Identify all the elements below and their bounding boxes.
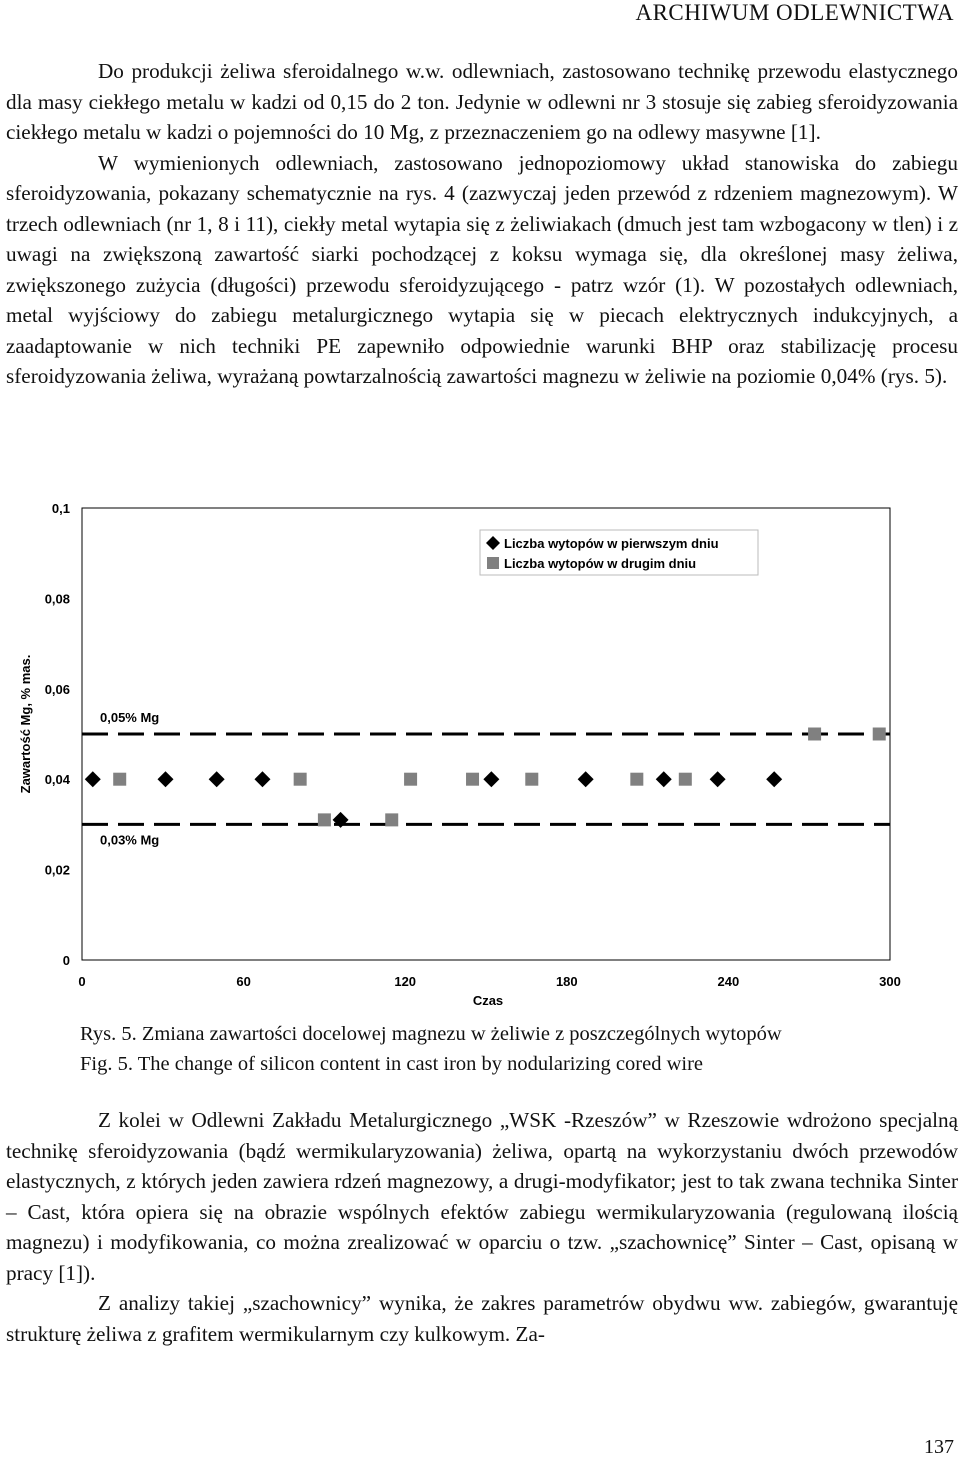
x-tick-label: 0 — [78, 974, 86, 989]
caption-polish: Rys. 5. Zmiana zawartości docelowej magnezu w żeliwie z poszczególnych wytopów — [80, 1023, 782, 1045]
reference-line-label: 0,03% Mg — [100, 832, 160, 848]
figure-5-chart — [0, 490, 960, 1015]
data-point-day1 — [157, 771, 173, 787]
data-point-day2 — [113, 773, 126, 786]
y-tick-label: 0 — [62, 953, 70, 968]
y-tick-label: 0,08 — [44, 591, 70, 607]
y-tick-label: 0,1 — [51, 501, 70, 516]
x-tick-label: 180 — [555, 974, 578, 989]
x-axis-title: Czas — [472, 993, 504, 1008]
data-point-day1 — [578, 771, 594, 787]
y-axis-title: Zawartość Mg, % mas. — [18, 654, 33, 794]
x-tick-label: 240 — [717, 974, 740, 989]
paragraph: Z kolei w Odlewni Zakładu Metalurgicznego „WSK -Rzeszów” w Rzeszowie wdrożono specjalną technikę sferoidyzowania (bądź wermikularyzowania) żeliwa, opartą na wykorzystaniu dwóch przewodów elastycznych, z których jeden zawiera rdzeń magnezowy, a drugi-modyfikator; jest to tak zwana technika Sinter – Cast, która opiera się na obrazie wspólnych efektów zabiegu wermikularyzowania (regulowaną ilością magnezu) i modyfikowania, co można zrealizować w oparciu o tzw. „szachownicę” Sinter – Cast, opisaną w pracy [1]). — [6, 1108, 958, 1285]
y-tick-label: 0,04 — [44, 772, 70, 788]
data-point-day1 — [766, 771, 782, 787]
data-point-day1 — [254, 771, 270, 787]
data-point-day1 — [483, 771, 499, 787]
legend-label: Liczba wytopów w drugim dniu — [504, 556, 697, 571]
body-text-top — [6, 56, 958, 392]
paragraph: W wymienionych odlewniach, zastosowano jednopoziomowy układ stanowiska do zabiegu sferoidyzowania, pokazany schematycznie na rys. 4 (zazwyczaj jeden przewód z rdzeniem magnezowym). W trzech odlewniach (nr 1, 8 i 11), ciekły metal wytapia się z żeliwiakach (dmuch jest tam wzbogacony w tlen) i z uwagi na zwiększoną zawartość siarki pochodzącej z koksu wymaga się, dla określonej masy żeliwa, zwiększonego zużycia (długości) przewodu sferoidyzującego - patrz wzór (1). W pozostałych odlewniach, metal wyjściowy do zabiegu metalurgicznego wytapia się w piecach elektrycznych indukcyjnych, a zaadaptowanie w nich techniki PE zapewniło odpowiednie warunki BHP oraz stabilizację procesu sferoidyzowania żeliwa, wyrażaną powtarzalnością zawartości magnezu w żeliwie na poziomie 0,04% (rys. 5). — [6, 150, 958, 388]
data-point-day2 — [630, 773, 643, 786]
chart-svg — [0, 490, 960, 1015]
y-tick-label: 0,06 — [44, 681, 70, 697]
data-point-day1 — [85, 771, 101, 787]
data-point-day2 — [385, 813, 398, 826]
y-tick-label: 0,02 — [44, 862, 70, 878]
journal-header: ARCHIWUM ODLEWNICTWA — [635, 0, 954, 25]
data-point-day2 — [873, 728, 886, 741]
x-tick-label: 60 — [236, 974, 251, 989]
data-point-day1 — [209, 771, 225, 787]
data-point-day2 — [318, 813, 331, 826]
figure-caption — [80, 1019, 782, 1079]
paragraph: Z analizy takiej „szachownicy” wynika, że zakres parametrów obydwu ww. zabiegów, gwarantuję strukturę żeliwa z grafitem wermikularnym czy kulkowym. Za- — [6, 1291, 958, 1346]
legend-label: Liczba wytopów w pierwszym dniu — [504, 536, 719, 551]
body-text-bottom — [6, 1105, 958, 1349]
paragraph: Do produkcji żeliwa sferoidalnego w.w. odlewniach, zastosowano technikę przewodu elastycznego dla masy ciekłego metalu w kadzi od 0,15 do 2 ton. Jedynie w odlewni nr 3 stosuje się zabieg sferoidyzowania ciekłego metalu w kadzi o pojemności do 10 Mg, z przeznaczeniem go na odlewy masywne [1]. — [6, 59, 958, 144]
page-number: 137 — [924, 1436, 954, 1458]
data-point-day2 — [679, 773, 692, 786]
x-tick-label: 300 — [879, 974, 901, 989]
data-point-day1 — [656, 771, 672, 787]
x-tick-label: 120 — [394, 974, 417, 989]
data-point-day2 — [294, 773, 307, 786]
data-point-day2 — [525, 773, 538, 786]
caption-english: Fig. 5. The change of silicon content in cast iron by nodularizing cored wire — [80, 1053, 703, 1075]
reference-line-label: 0,05% Mg — [100, 710, 160, 725]
data-point-day2 — [404, 773, 417, 786]
data-point-day2 — [808, 728, 821, 741]
data-point-day2 — [466, 773, 479, 786]
legend-marker-day2 — [487, 557, 499, 569]
data-point-day1 — [710, 771, 726, 787]
